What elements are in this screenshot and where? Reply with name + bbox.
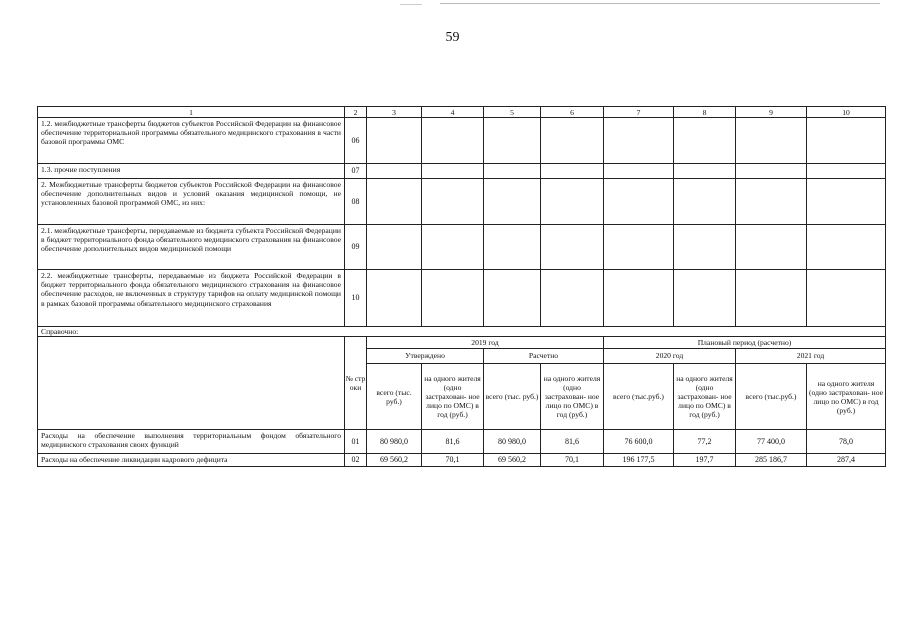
year-2019-header: 2019 год — [367, 337, 604, 349]
row-label: Расходы на обеспечение ликвидации кадрового дефицита — [38, 454, 345, 467]
row-code: 01 — [345, 430, 367, 454]
col-number: 1 — [38, 107, 345, 118]
approved-header: Утверждено — [367, 349, 484, 364]
row-code: 10 — [345, 270, 367, 327]
row-label: 1.2. межбюджетные трансферты бюджетов субъектов Российской Федерации на финансовое обеспечение территориальной программы обязательного медицинского страхования в части базовой программы ОМС — [38, 118, 345, 164]
row-label: Расходы на обеспечение выполнения территориальным фондом обязательного медицинского страхования своих функций — [38, 430, 345, 454]
total-header: всего (тыс.руб.) — [604, 364, 674, 430]
row-code: 06 — [345, 118, 367, 164]
row-label: 2.1. межбюджетные трансферты, передаваемые из бюджета субъекта Российской Федерации в бюджет территориального фонда обязательного медицинского страхования на финансовое обеспечение дополнительных видов медицинской помощи — [38, 225, 345, 270]
value-cell: 81,6 — [422, 430, 484, 454]
col-number: 9 — [736, 107, 807, 118]
year-2021-header: 2021 год — [736, 349, 886, 364]
planning-period-header: Плановый период (расчетно) — [604, 337, 886, 349]
row-number-header: № стр оки — [345, 337, 367, 430]
value-cell: 80 980,0 — [484, 430, 541, 454]
per-capita-header: на одного жителя (одно застрахован- ное лицо по ОМС) в год (руб.) — [674, 364, 736, 430]
reference-label-row — [38, 327, 886, 337]
col-number: 8 — [674, 107, 736, 118]
row-code: 09 — [345, 225, 367, 270]
col-number: 4 — [422, 107, 484, 118]
table-row — [38, 430, 886, 454]
col-number: 5 — [484, 107, 541, 118]
column-number-row — [38, 107, 886, 118]
value-cell: 80 980,0 — [367, 430, 422, 454]
reference-label: Справочно: — [38, 327, 886, 337]
table-row — [38, 225, 886, 270]
table-row — [38, 118, 886, 164]
row-label: 1.3. прочие поступления — [38, 164, 345, 179]
row-code: 02 — [345, 454, 367, 467]
header-blank — [38, 337, 345, 430]
year-2020-header: 2020 год — [604, 349, 736, 364]
estimated-header: Расчетно — [484, 349, 604, 364]
header-row-years — [38, 337, 886, 349]
row-code: 08 — [345, 179, 367, 225]
top-rule-short — [400, 4, 422, 5]
table-row — [38, 454, 886, 467]
value-cell: 69 560,2 — [367, 454, 422, 467]
row-label: 2. Межбюджетные трансферты бюджетов субъектов Российской Федерации на финансовое обеспечение дополнительных видов и условий оказания медицинской помощи, не установленных базовой программой ОМС, из них: — [38, 179, 345, 225]
value-cell: 77,2 — [674, 430, 736, 454]
value-cell: 287,4 — [807, 454, 886, 467]
total-header: всего (тыс.руб.) — [736, 364, 807, 430]
col-number: 2 — [345, 107, 367, 118]
per-capita-header: на одного жителя (одно застрахован- ное лицо по ОМС) в год (руб.) — [807, 364, 886, 430]
value-cell: 70,1 — [422, 454, 484, 467]
row-label: 2.2. межбюджетные трансферты, передаваемые из бюджета Российской Федерации в бюджет территориального фонда обязательного медицинского страхования на финансовое обеспечение расходов, не включенных в структуру тарифов на оплату медицинской помощи в рамках базовой программы обязательного медицинского страхования — [38, 270, 345, 327]
col-number: 7 — [604, 107, 674, 118]
top-rule — [440, 3, 880, 4]
value-cell: 77 400,0 — [736, 430, 807, 454]
value-cell: 69 560,2 — [484, 454, 541, 467]
table-row — [38, 164, 886, 179]
col-number: 6 — [541, 107, 604, 118]
table-row — [38, 179, 886, 225]
row-code: 07 — [345, 164, 367, 179]
per-capita-header: на одного жителя (одно застрахован- ное лицо по ОМС) в год (руб.) — [422, 364, 484, 430]
total-header: всего (тыс. руб.) — [484, 364, 541, 430]
page-number: 59 — [445, 30, 460, 45]
col-number: 3 — [367, 107, 422, 118]
value-cell: 81,6 — [541, 430, 604, 454]
value-cell: 285 186,7 — [736, 454, 807, 467]
col-number: 10 — [807, 107, 886, 118]
value-cell: 76 600,0 — [604, 430, 674, 454]
value-cell: 197,7 — [674, 454, 736, 467]
per-capita-header: на одного жителя (одно застрахован- ное лицо по ОМС) в год (руб.) — [541, 364, 604, 430]
budget-table — [37, 106, 886, 467]
total-header: всего (тыс. руб.) — [367, 364, 422, 430]
value-cell: 196 177,5 — [604, 454, 674, 467]
table-row — [38, 270, 886, 327]
value-cell: 78,0 — [807, 430, 886, 454]
value-cell: 70,1 — [541, 454, 604, 467]
